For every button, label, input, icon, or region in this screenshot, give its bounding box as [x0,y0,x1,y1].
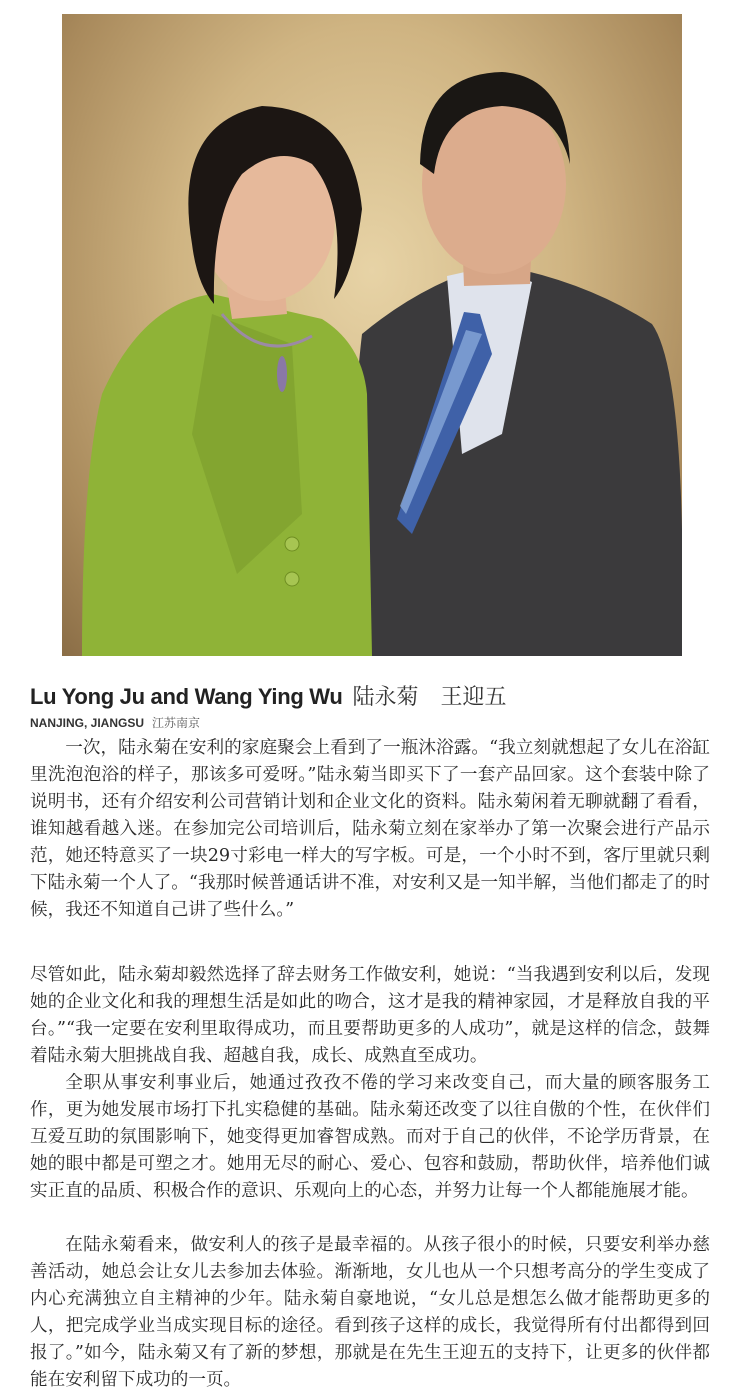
portrait-photo [62,14,682,656]
location-chinese: 江苏南京 [152,716,201,730]
name-chinese: 陆永菊 王迎五 [352,685,507,710]
jacket-button [285,537,299,551]
body-paragraph: 全职从事安利事业后，她通过孜孜不倦的学习来改变自己，而大量的顾客服务工作，更为她发展市场打下扎实稳健的基础。陆永菊还改变了以往自傲的个性，在伙伴们互爱互助的氛围影响下，她变得更加睿智成熟。而对于自己的伙伴，不论学历背景，在她的眼中都是可塑之才。她用无尽的耐心、爱心、包容和鼓励，帮助伙伴，培养他们诚实正直的品质、积极合作的意识、乐观向上的心态，并努力让每一个人都能施展才能。 [30,1073,710,1201]
body-paragraph: 在陆永菊看来，做安利人的孩子是最幸福的。从孩子很小的时候，只要安利举办慈善活动，她总会让女儿去参加去体验。渐渐地，女儿也从一个只想考高分的学生变成了内心充满独立自主精神的少年。陆永菊自豪地说，“女儿总是想怎么做才能帮助更多的人，把完成学业当成实现目标的途径。看到孩子这样的成长，我觉得所有付出都得到回报了。”如今，陆永菊又有了新的梦想，那就是在先生王迎五的支持下，让更多的伙伴都能在安利留下成功的一页。 [30,1235,710,1390]
body-paragraph: 一次，陆永菊在安利的家庭聚会上看到了一瓶沐浴露。“我立刻就想起了女儿在浴缸里洗泡泡浴的样子，那该多可爱呀。”陆永菊当即买下了一套产品回家。这个套装中除了说明书，还有介绍安利公司营销计划和企业文化的资料。陆永菊闲着无聊就翻了看看，谁知越看越入迷。在参加完公司培训后，陆永菊立刻在家举办了第一次聚会进行产品示范，她还特意买了一块29寸彩电一样大的写字板。可是，一个小时不到，客厅里就只剩下陆永菊一个人了。“我那时候普通话讲不准，对安利又是一知半解，当他们都走了的时候，我还不知道自己讲了些什么。” [30,738,710,920]
jacket-button [285,572,299,586]
body-paragraph: 尽管如此，陆永菊却毅然选择了辞去财务工作做安利，她说：“当我遇到安利以后，发现她的企业文化和我的理想生活是如此的吻合，这才是我的精神家园，才是释放自我的平台。”“我一定要在安利里取得成功，而且要帮助更多的人成功”，就是这样的信念，鼓舞着陆永菊大胆挑战自我、超越自我，成长、成熟直至成功。 [30,965,710,1066]
name-heading [30,680,507,711]
portrait-illustration [62,14,682,656]
name-english: Lu Yong Ju and Wang Ying Wu [30,684,343,709]
location-english: NANJING, JIANGSU [30,716,145,730]
location-line [30,712,200,731]
